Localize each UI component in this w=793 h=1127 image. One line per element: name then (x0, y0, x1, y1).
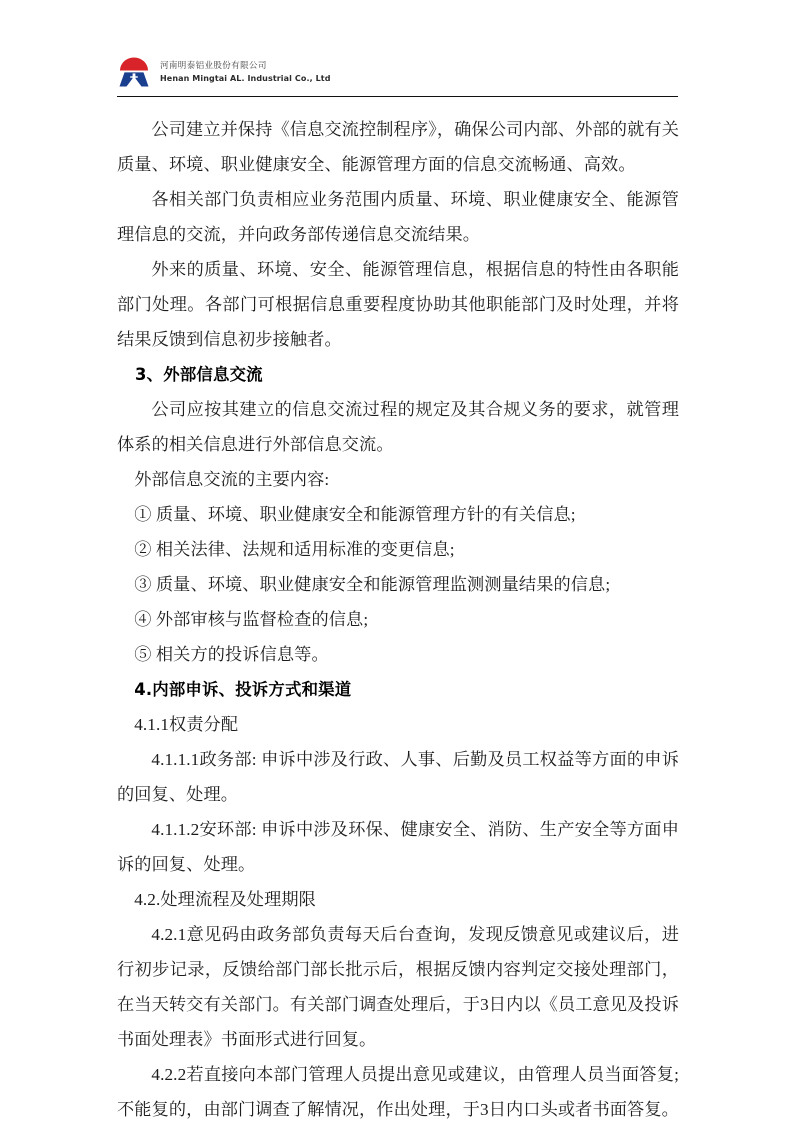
company-name-en: Henan Mingtai AL. Industrial Co., Ltd (160, 74, 331, 84)
subsection-4-1-1-2: 4.1.1.2安环部: 申诉中涉及环保、健康安全、消防、生产安全等方面申诉的回复、处理。 (117, 820, 679, 874)
paragraph-4: 公司应按其建立的信息交流过程的规定及其合规义务的要求，就管理体系的相关信息进行外部信息交流。 (117, 400, 679, 454)
list-item: ④ 外部审核与监督检查的信息; (134, 610, 369, 629)
company-identity (160, 61, 331, 83)
list-item: ② 相关法律、法规和适用标准的变更信息; (134, 540, 455, 559)
subsection-4-2: 4.2.处理流程及处理期限 (134, 890, 316, 909)
subsection-4-1-1: 4.1.1权责分配 (134, 715, 239, 734)
company-name-cn: 河南明泰铝业股份有限公司 (160, 60, 267, 71)
mingtai-dome-logo-icon (117, 56, 151, 88)
section-heading-4: 4.内部申诉、投诉方式和渠道 (134, 680, 352, 699)
subsection-4-2-2: 4.2.2若直接向本部门管理人员提出意见或建议，由管理人员当面答复;不能复的，由部门调查了解情况，作出处理，于3日内口头或者书面答复。 (117, 1065, 679, 1119)
section-heading-3: 3、外部信息交流 (135, 365, 263, 384)
list-intro: 外部信息交流的主要内容: (134, 470, 330, 489)
paragraph-1: 公司建立并保持《信息交流控制程序》，确保公司内部、外部的就有关质量、环境、职业健康安全、能源管理方面的信息交流畅通、高效。 (117, 120, 679, 174)
document-body (117, 112, 679, 1127)
list-item: ① 质量、环境、职业健康安全和能源管理方针的有关信息; (134, 505, 576, 524)
list-item: ③ 质量、环境、职业健康安全和能源管理监测测量结果的信息; (134, 575, 611, 594)
subsection-4-1-1-1: 4.1.1.1政务部: 申诉中涉及行政、人事、后勤及员工权益等方面的申诉的回复、处理。 (117, 750, 679, 804)
page-header (117, 52, 678, 98)
header-divider (117, 96, 678, 97)
paragraph-2: 各相关部门负责相应业务范围内质量、环境、职业健康安全、能源管理信息的交流，并向政务部传递信息交流结果。 (117, 190, 679, 244)
letterhead (117, 52, 678, 92)
list-item: ⑤ 相关方的投诉信息等。 (134, 645, 329, 664)
paragraph-3: 外来的质量、环境、安全、能源管理信息，根据信息的特性由各职能部门处理。各部门可根据信息重要程度协助其他职能部门及时处理，并将结果反馈到信息初步接触者。 (117, 260, 679, 349)
subsection-4-2-1: 4.2.1意见码由政务部负责每天后台查询，发现反馈意见或建议后，进行初步记录，反馈给部门部长批示后，根据反馈内容判定交接处理部门，在当天转交有关部门。有关部门调查处理后，于3日内以《员工意见及投诉书面处理表》书面形式进行回复。 (117, 925, 679, 1049)
